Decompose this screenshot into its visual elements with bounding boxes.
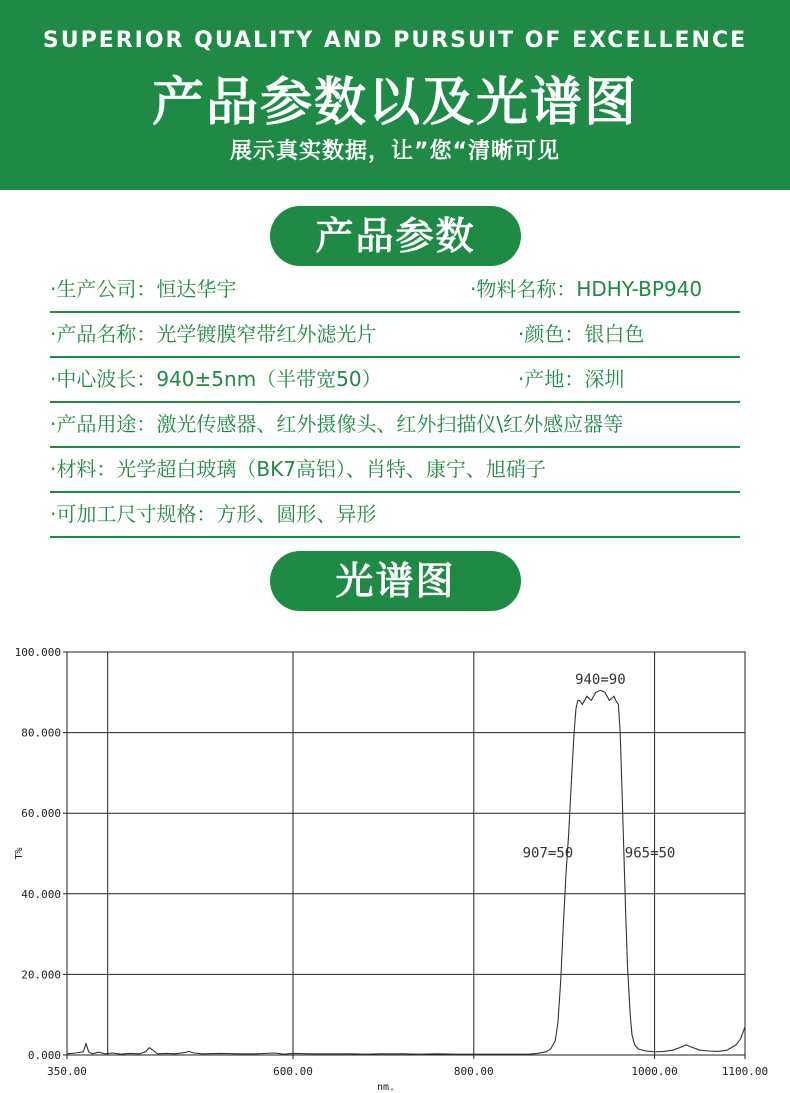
y-tick-label: 60.000 — [21, 807, 61, 821]
param-row — [50, 313, 740, 358]
param-row — [50, 268, 740, 313]
param-left: ·产品名称：光学镀膜窄带红外滤光片 — [50, 322, 377, 346]
x-axis-label: nm. — [376, 1082, 396, 1093]
y-tick-label: 20.000 — [21, 968, 61, 982]
param-left: ·中心波长：940±5nm（半带宽50） — [50, 367, 382, 391]
y-axis-label: T% — [14, 847, 25, 860]
param-right: ·颜色：银白色 — [518, 322, 645, 346]
data-annotation: 907=50 — [522, 845, 574, 862]
y-tick-label: 80.000 — [21, 726, 61, 740]
params-section-title: 产品参数 — [270, 206, 521, 266]
y-tick-label: 40.000 — [21, 887, 61, 901]
param-right: ·产地：深圳 — [518, 367, 625, 391]
param-row — [50, 448, 740, 493]
english-tagline: SUPERIOR QUALITY AND PURSUIT OF EXCELLENCE — [42, 28, 748, 53]
x-tick-label: 1100.00 — [721, 1065, 769, 1078]
page-title: 产品参数以及光谱图 — [151, 73, 638, 133]
data-annotation: 940=90 — [575, 672, 626, 689]
param-row — [50, 493, 740, 538]
spectrum-section-title: 光谱图 — [270, 551, 521, 611]
spectrum-series-line — [67, 690, 745, 1054]
param-left: ·生产公司：恒达华宇 — [50, 277, 237, 301]
param-left: ·产品用途：激光传感器、红外摄像头、红外扫描仪\红外感应器等 — [50, 412, 624, 436]
params-table — [50, 268, 740, 538]
param-left: ·材料：光学超白玻璃（BK7高铝）、肖特、康宁、旭硝子 — [50, 457, 546, 481]
x-tick-label: 1000.00 — [631, 1065, 678, 1078]
y-tick-label: 100.000 — [14, 646, 61, 659]
x-tick-label: 800.00 — [453, 1065, 494, 1078]
param-row — [50, 403, 740, 448]
param-right: ·物料名称：HDHY-BP940 — [470, 277, 703, 301]
transmittance-spectrum-chart — [0, 640, 790, 1093]
param-left: ·可加工尺寸规格：方形、圆形、异形 — [50, 502, 377, 526]
x-tick-label: 350.00 — [47, 1065, 87, 1078]
y-tick-label: 0.000 — [27, 1049, 61, 1062]
header-banner — [0, 0, 790, 190]
page-subtitle: 展示真实数据，让”您“清晰可见 — [230, 139, 560, 164]
param-row — [50, 358, 740, 403]
x-tick-label: 600.00 — [273, 1065, 313, 1078]
data-annotation: 965=50 — [624, 845, 676, 862]
